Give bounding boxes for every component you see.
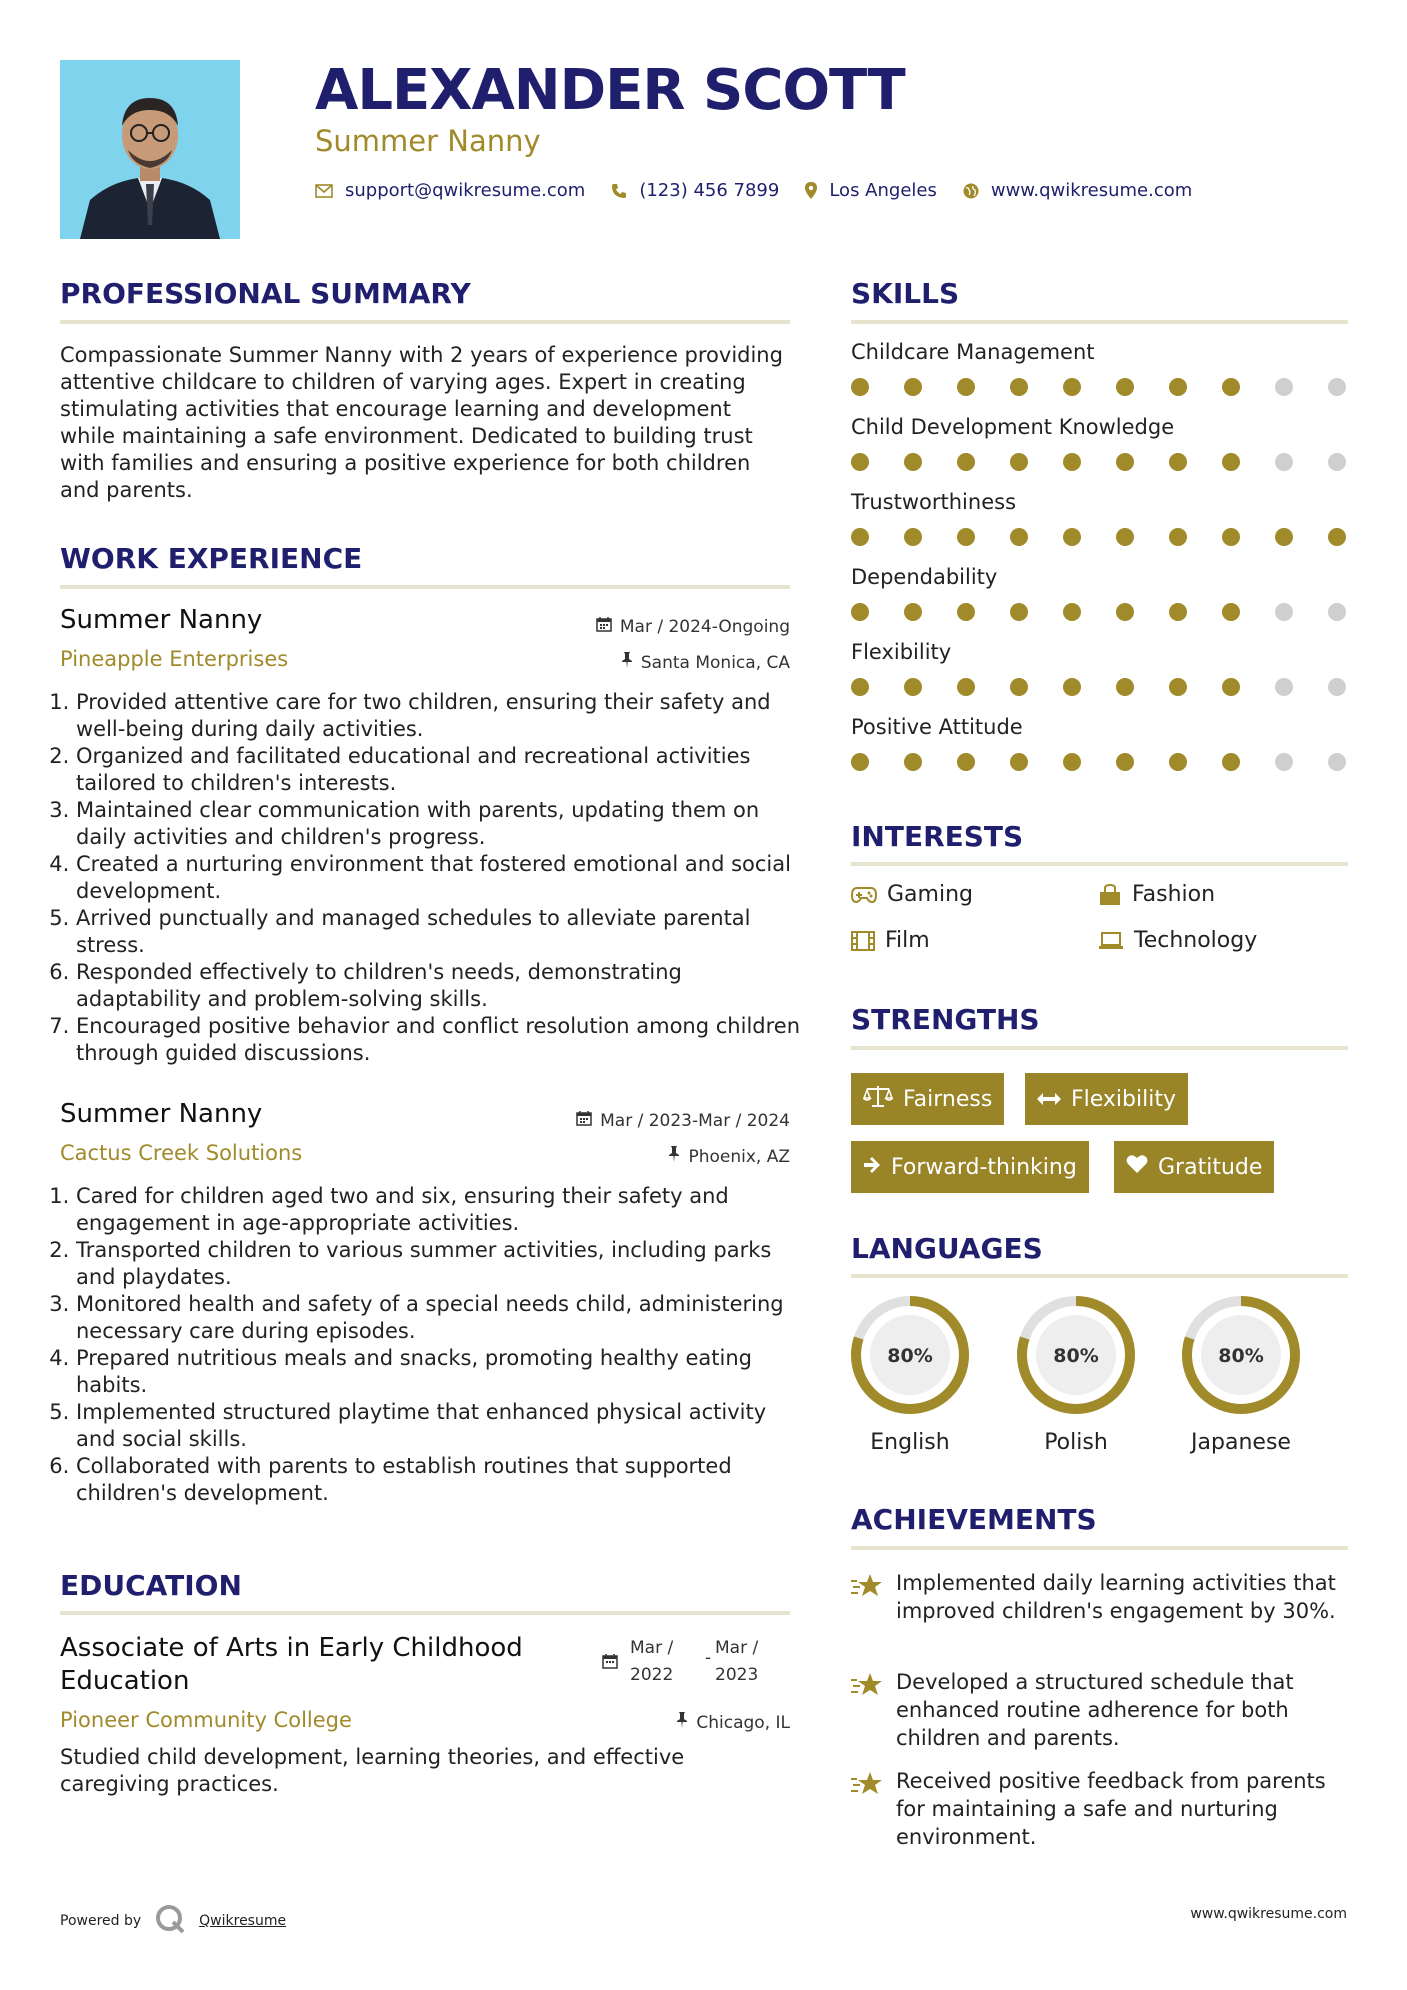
rating-dot-filled	[1169, 528, 1187, 546]
rating-dot-filled	[1222, 753, 1240, 771]
rating-dot-filled	[904, 603, 922, 621]
rating-dot-filled	[1010, 528, 1028, 546]
education-title: EDUCATION	[60, 1569, 242, 1602]
rating-dot-filled	[851, 678, 869, 696]
footer-url[interactable]: www.qwikresume.com	[1190, 1906, 1347, 1922]
skill-label: Child Development Knowledge	[851, 415, 1175, 439]
contact-website[interactable]: www.qwikresume.com	[990, 180, 1193, 201]
rating-dot-filled	[904, 528, 922, 546]
language-label: English	[870, 1430, 950, 1455]
education-end	[715, 1635, 758, 1689]
rating-dot-filled	[1063, 528, 1081, 546]
rating-dot-filled	[1222, 678, 1240, 696]
rating-dot-filled	[1169, 603, 1187, 621]
skill-label: Dependability	[851, 565, 998, 589]
language-percent: 80%	[1218, 1345, 1264, 1367]
rating-dot-filled	[1116, 453, 1134, 471]
skill-label: Positive Attitude	[851, 715, 1023, 739]
skill-label: Childcare Management	[851, 340, 1095, 364]
rating-dot-filled	[851, 528, 869, 546]
strength-label: Fairness	[903, 1086, 993, 1112]
candidate-name: ALEXANDER SCOTT	[315, 58, 905, 123]
rating-dot-filled	[1063, 453, 1081, 471]
envelope-icon	[315, 184, 333, 198]
job-location-text: Santa Monica, CA	[640, 652, 790, 673]
skills-rule	[851, 320, 1348, 324]
rating-dot-filled	[1116, 528, 1134, 546]
trophy-star-icon	[851, 1672, 883, 1702]
education-rule	[60, 1611, 790, 1615]
job-dates	[576, 1110, 790, 1131]
job-company: Cactus Creek Solutions	[60, 1141, 303, 1165]
strength-tag	[1114, 1141, 1274, 1193]
interest-label: Technology	[1134, 928, 1258, 953]
interest-film	[851, 928, 930, 953]
skill-rating	[851, 678, 1346, 696]
achievements-rule	[851, 1546, 1348, 1550]
calendar-icon	[576, 1110, 592, 1131]
language-label: Japanese	[1191, 1430, 1291, 1455]
calendar-icon	[602, 1651, 618, 1678]
phone-icon	[611, 183, 627, 199]
powered-by-label: Powered by	[60, 1913, 142, 1929]
skill-label: Flexibility	[851, 640, 952, 664]
job-title: Summer Nanny	[60, 1099, 263, 1129]
rating-dot-filled	[1063, 603, 1081, 621]
education-description: Studied child development, learning theories, and effective caregiving practices.	[60, 1745, 685, 1796]
experience-rule	[60, 585, 790, 589]
education-location-text: Chicago, IL	[696, 1712, 790, 1733]
job-title: Summer Nanny	[60, 605, 263, 635]
brand-link[interactable]: Qwikresume	[199, 1913, 287, 1929]
rating-dot-filled	[1116, 378, 1134, 396]
rating-dot-filled	[1169, 753, 1187, 771]
gamepad-icon	[851, 887, 877, 903]
skill-rating	[851, 603, 1346, 621]
pushpin-icon	[676, 1712, 688, 1733]
rating-dot-filled	[1169, 453, 1187, 471]
job-location	[668, 1146, 790, 1167]
summary-text: Compassionate Summer Nanny with 2 years of experience providing attentive childcare to children of varying ages. Expert in creating stimulating activities that encourage learning and development while maintaining a safe environment. Dedicated to building trust with families and ensuring a positive experience for both children and parents.	[60, 343, 783, 502]
achievement-item: Implemented daily learning activities that improved children's engagement by 30%.	[896, 1571, 1336, 1623]
rating-dot-filled	[851, 603, 869, 621]
strengths-title: STRENGTHS	[851, 1003, 1040, 1036]
rating-dot-filled	[851, 453, 869, 471]
rating-dot-filled	[957, 453, 975, 471]
laptop-icon	[1098, 932, 1124, 950]
interest-gaming	[851, 882, 973, 907]
interests-rule	[851, 862, 1348, 866]
rating-dot-filled	[1275, 528, 1293, 546]
rating-dot-filled	[1222, 528, 1240, 546]
arrows-horizontal-icon	[1037, 1087, 1061, 1112]
job-bullets	[58, 689, 806, 1067]
profile-photo	[60, 60, 240, 239]
job-location-text: Phoenix, AZ	[688, 1146, 790, 1167]
interest-label: Fashion	[1132, 882, 1216, 907]
pushpin-icon	[621, 652, 633, 673]
strengths-rule	[851, 1046, 1348, 1050]
rating-dot-filled	[957, 678, 975, 696]
achievements-title: ACHIEVEMENTS	[851, 1503, 1097, 1536]
rating-dot-filled	[1222, 378, 1240, 396]
rating-dot-empty	[1275, 378, 1293, 396]
rating-dot-filled	[1116, 678, 1134, 696]
interest-technology	[1098, 928, 1257, 953]
rating-dot-filled	[1010, 378, 1028, 396]
rating-dot-empty	[1328, 603, 1346, 621]
education-end-year: 2023	[715, 1665, 759, 1685]
summary-rule	[60, 320, 790, 324]
rating-dot-filled	[1169, 378, 1187, 396]
calendar-icon	[596, 616, 612, 637]
language-ring	[1180, 1294, 1302, 1420]
job-bullet: 6. Collaborated with parents to establish routines that supported children's development.	[76, 1453, 806, 1507]
interest-label: Film	[885, 928, 930, 953]
rating-dot-filled	[1063, 378, 1081, 396]
interests-title: INTERESTS	[851, 820, 1024, 853]
balance-scale-icon	[863, 1085, 893, 1113]
rating-dot-empty	[1275, 603, 1293, 621]
skill-label: Trustworthiness	[851, 490, 1017, 514]
skill-rating	[851, 378, 1346, 396]
pushpin-icon	[668, 1146, 680, 1167]
heart-icon	[1126, 1154, 1148, 1180]
rating-dot-filled	[1063, 678, 1081, 696]
skill-rating	[851, 453, 1346, 471]
rating-dot-filled	[957, 603, 975, 621]
rating-dot-filled	[904, 753, 922, 771]
interest-fashion	[1098, 882, 1215, 907]
rating-dot-filled	[851, 378, 869, 396]
candidate-role: Summer Nanny	[315, 124, 541, 158]
rating-dot-empty	[1328, 678, 1346, 696]
rating-dot-filled	[904, 453, 922, 471]
rating-dot-filled	[1010, 603, 1028, 621]
interest-label: Gaming	[887, 882, 973, 907]
education-start-month: Mar /	[630, 1638, 674, 1658]
contact-location: Los Angeles	[829, 180, 937, 201]
rating-dot-empty	[1328, 378, 1346, 396]
strength-label: Forward-thinking	[891, 1154, 1077, 1180]
strength-tag	[851, 1141, 1089, 1193]
job-bullet: 7. Encouraged positive behavior and conflict resolution among children through guided discussions.	[76, 1013, 806, 1067]
rating-dot-empty	[1275, 753, 1293, 771]
degree-name: Associate of Arts in Early Childhood Education	[60, 1633, 523, 1696]
experience-title: WORK EXPERIENCE	[60, 542, 363, 575]
strength-label: Flexibility	[1071, 1086, 1176, 1112]
skill-rating	[851, 528, 1346, 546]
language-percent: 80%	[1053, 1345, 1099, 1367]
map-pin-icon	[805, 182, 817, 199]
rating-dot-filled	[957, 528, 975, 546]
job-location	[621, 652, 790, 673]
languages-title: LANGUAGES	[851, 1232, 1043, 1265]
rating-dot-filled	[1116, 753, 1134, 771]
skill-rating	[851, 753, 1346, 771]
rating-dot-filled	[1010, 453, 1028, 471]
education-start	[630, 1635, 673, 1689]
language-ring	[1015, 1294, 1137, 1420]
rating-dot-empty	[1275, 453, 1293, 471]
rating-dot-filled	[957, 753, 975, 771]
language-ring	[849, 1294, 971, 1420]
rating-dot-filled	[1116, 603, 1134, 621]
date-dash: -	[705, 1648, 712, 1668]
strength-label: Gratitude	[1158, 1154, 1263, 1180]
education-end-month: Mar /	[715, 1638, 759, 1658]
strength-tag	[1025, 1073, 1188, 1125]
job-bullet: 1. Provided attentive care for two children, ensuring their safety and well-being during daily activities.	[76, 689, 806, 743]
bag-icon	[1098, 884, 1122, 906]
rating-dot-filled	[1328, 528, 1346, 546]
job-bullet: 4. Prepared nutritious meals and snacks, promoting healthy eating habits.	[76, 1345, 806, 1399]
rating-dot-filled	[851, 753, 869, 771]
job-bullet: 6. Responded effectively to children's needs, demonstrating adaptability and problem-solving skills.	[76, 959, 806, 1013]
job-bullet: 3. Maintained clear communication with parents, updating them on daily activities and children's progress.	[76, 797, 806, 851]
rating-dot-empty	[1328, 753, 1346, 771]
language-percent: 80%	[887, 1345, 933, 1367]
job-bullet: 1. Cared for children aged two and six, ensuring their safety and engagement in age-appropriate activities.	[76, 1183, 806, 1237]
achievement-item: Developed a structured schedule that enhanced routine adherence for both children and parents.	[896, 1670, 1294, 1750]
rating-dot-filled	[904, 678, 922, 696]
trophy-star-icon	[851, 1573, 883, 1603]
rating-dot-empty	[1275, 678, 1293, 696]
job-bullet: 5. Arrived punctually and managed schedules to alleviate parental stress.	[76, 905, 806, 959]
film-icon	[851, 931, 875, 951]
rating-dot-filled	[957, 378, 975, 396]
rating-dot-filled	[1169, 678, 1187, 696]
job-bullet: 3. Monitored health and safety of a special needs child, administering necessary care during episodes.	[76, 1291, 806, 1345]
job-bullet: 2. Transported children to various summer activities, including parks and playdates.	[76, 1237, 806, 1291]
contact-bar	[315, 180, 1218, 201]
arrow-right-icon	[863, 1155, 881, 1180]
job-company: Pineapple Enterprises	[60, 647, 289, 671]
globe-icon	[963, 183, 979, 199]
rating-dot-filled	[1010, 678, 1028, 696]
languages-rule	[851, 1274, 1348, 1278]
achievement-item: Received positive feedback from parents for maintaining a safe and nurturing environment.	[896, 1769, 1326, 1849]
job-dates-text: Mar / 2024-Ongoing	[619, 616, 790, 637]
contact-email[interactable]: support@qwikresume.com	[345, 180, 586, 201]
education-start-year: 2022	[630, 1665, 674, 1685]
language-label: Polish	[1044, 1430, 1108, 1455]
job-dates	[596, 616, 790, 637]
rating-dot-filled	[1222, 603, 1240, 621]
job-dates-text: Mar / 2023-Mar / 2024	[600, 1110, 790, 1131]
rating-dot-filled	[1222, 453, 1240, 471]
job-bullet: 4. Created a nurturing environment that fostered emotional and social development.	[76, 851, 806, 905]
skills-title: SKILLS	[851, 277, 960, 310]
footer-powered-by	[60, 1904, 286, 1938]
rating-dot-filled	[1063, 753, 1081, 771]
job-bullets	[58, 1183, 806, 1507]
rating-dot-empty	[1328, 453, 1346, 471]
contact-phone[interactable]: (123) 456 7899	[639, 180, 780, 201]
rating-dot-filled	[904, 378, 922, 396]
rating-dot-filled	[1010, 753, 1028, 771]
job-bullet: 2. Organized and facilitated educational and recreational activities tailored to children's interests.	[76, 743, 806, 797]
job-bullet: 5. Implemented structured playtime that enhanced physical activity and social skills.	[76, 1399, 806, 1453]
qwikresume-logo-icon	[155, 1904, 185, 1938]
trophy-star-icon	[851, 1771, 883, 1801]
school-name: Pioneer Community College	[60, 1708, 352, 1732]
strength-tag	[851, 1073, 1004, 1125]
summary-title: PROFESSIONAL SUMMARY	[60, 277, 471, 310]
education-location	[676, 1712, 790, 1733]
